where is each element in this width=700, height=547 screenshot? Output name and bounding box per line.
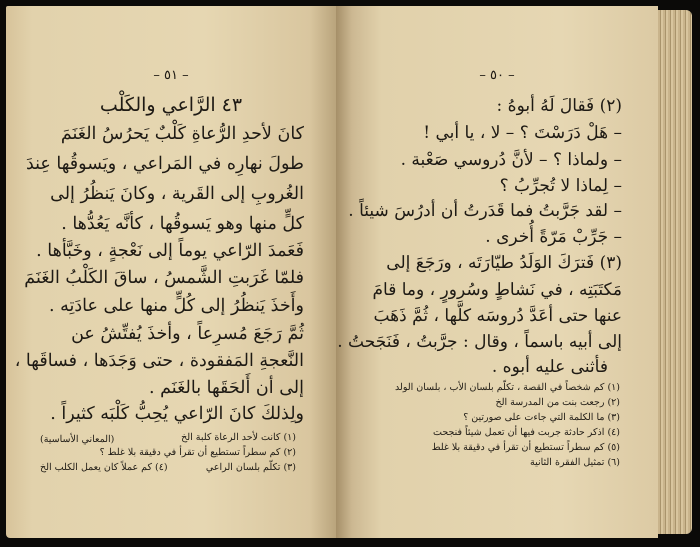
text-line: ولِذلكَ كانَ الرّاعي يُحِبُّ كَلْبَه كثيراً . [50,404,304,424]
question-item [463,412,620,423]
text-line: الغُروبِ إلى القَرية ، وكانَ يَنظُرُ إلى [50,184,304,204]
question-number: (٤) [607,427,620,438]
question-text: تمثيل الفقرة الثانية [530,457,605,468]
text-line: فلمّا غَرَبتِ الشَّمسُ ، ساقَ الكَلْبُ الغَنَمَ [24,268,304,288]
text-line: وأَخذَ يَنظُرُ إلى كُلٍّ منها على عادَتِه . [48,296,304,316]
question-number: (٦) [607,457,620,468]
footnote-item [40,462,168,473]
question-number: (١) [607,382,620,393]
right-page [336,6,658,538]
question-text: ما الكلمة التي جاءت على صورتين ؟ [463,412,605,423]
question-item [433,427,620,438]
text-line: إلى أن أَلحَقَها بالغَنَم . [149,378,304,398]
question-text: اذكر حادثة جربت فيها أن تعمل شيئاً فنجحت [433,427,605,438]
text-line: – جَرِّبْ مَرّةً أُخرى . [485,227,622,247]
text-line: عنها حتى أعَدَّ دُروسَه كلَّها ، ثُمَّ ذَهَبَ [373,306,622,326]
question-number: (٣) [607,412,620,423]
question-item [395,382,620,393]
footnote-item [181,432,296,443]
question-item [495,397,620,408]
footnote-text: كم عملاً كان يعمل الكلب الخ [40,462,153,473]
open-book [6,6,694,541]
text-line: النَّعجةِ المَفقودة ، حتى وَجَدَها ، فساقَها ، [14,351,304,371]
footnote-number: (١) [283,432,296,443]
footnote-text: كم سطراً تستطيع أن تقرأ في دقيقة بلا غلط ؟ [99,447,281,458]
text-line: كانَ لأحدِ الرُّعاةِ كَلْبٌ يَحرُسُ الغَنَمَ [60,124,304,144]
text-line: (٣) فَترَكَ الوَلَدُ طيّارَتَه ، ورَجَعَ إلى [386,253,622,273]
text-line: (٢) فَقالَ لَهُ أبوهُ : [496,96,622,116]
text-line: – لِماذا لا تُجرِّبُ ؟ [499,176,622,196]
question-text: كم سطراً تستطيع أن تقرأ في دقيقة بلا غلط [431,442,605,453]
text-line: ثُمَّ رَجَعَ مُسرِعاً ، وأخذَ يُفتِّشُ عن [71,324,304,344]
question-text: رجعت بنت من المدرسة الخ [495,397,605,408]
footnote-number: (٣) [283,462,296,473]
text-line: – ولماذا ؟ – لأنَّ دُروسي صَعْبة . [400,150,622,170]
page-edges [658,10,692,534]
text-line: – لقد جَرَّبتُ فما قَدَرتُ أن أدرُسَ شيئاً . [348,201,622,221]
text-line: كلٍّ منها وهو يَسوقُها ، كأنَّه يَعُدُّها . [61,214,304,234]
footnote-header: (المعاني الأساسية) [40,434,115,445]
question-item [432,442,620,453]
left-page [6,6,336,538]
lesson-title: ٤٣ الرَّاعي والكَلْب [99,94,243,116]
text-line: فَعَمدَ الرّاعي يوماً إلى نَعْجةٍ ، وخَبَّأها . [36,241,304,261]
footnote-item [100,447,296,458]
page-number: – ٥٠ – [479,68,515,83]
text-line: فأثنى عليه أبوه . [491,357,608,377]
page-number: – ٥١ – [153,68,189,83]
text-line: مَكتَبَتِه ، في نَشاطٍ وسُرورٍ ، وما قامَ [372,280,622,300]
footnote-text: تكلّم بلسان الراعي [205,462,281,473]
question-item [530,457,620,468]
question-text: كم شخصاً في القصة ، تكلّم بلسان الأب ، بلسان الولد [394,382,605,393]
text-line: – هَلْ دَرَسْتَ ؟ – لا ، يا أبي ! [423,123,622,143]
footnote-number: (٤) [155,462,168,473]
footnote-item [206,462,296,473]
footnote-text: كانت لأحد الرعاة كلبة الخ [181,432,281,443]
text-line: طولَ نهارِه في المَراعي ، ويَسوقُها عِندَ [25,154,304,174]
footnote-number: (٢) [283,447,296,458]
question-number: (٥) [607,442,620,453]
question-number: (٢) [607,397,620,408]
text-line: إلى أبيه باسماً ، وقال : جرَّبتُ ، فَنَجَحتُ . [337,332,622,352]
